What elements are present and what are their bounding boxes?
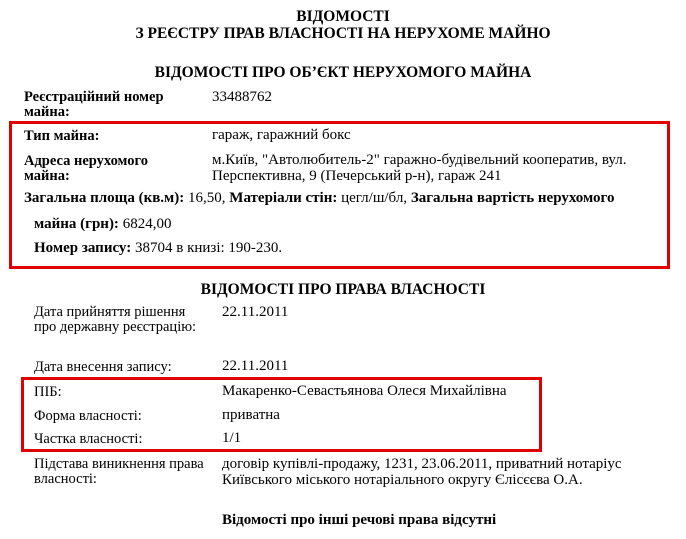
owner-name-label: ПІБ: <box>34 384 62 400</box>
decision-date-label: Дата прийняття рішення про державну реєстрацію: <box>34 304 197 335</box>
address-label: Адреса нерухомого майна: <box>24 153 148 184</box>
materials-label: Матеріали стін: <box>229 190 338 206</box>
owner-name-value: Макаренко-Севастьянова Олеся Михайлівна <box>222 383 507 399</box>
cost-label-part1: Загальна вартість нерухомого <box>410 190 615 206</box>
ownership-form-label: Форма власності: <box>34 408 142 424</box>
other-rights-note: Відомості про інші речові права відсутні <box>222 512 497 528</box>
record-line <box>34 240 282 257</box>
materials-value: цегл/ш/бл, <box>341 190 408 206</box>
cost-label-part2: майна (грн): <box>34 216 119 232</box>
object-section-heading: ВІДОМОСТІ ПРО ОБ’ЄКТ НЕРУХОМОГО МАЙНА <box>154 64 532 81</box>
area-value: 16,50, <box>188 190 226 206</box>
cost-line <box>34 216 171 233</box>
ownership-share-value: 1/1 <box>222 430 242 446</box>
reg-number-label: Реєстраційний номер майна: <box>24 89 164 120</box>
document-title: ВІДОМОСТІ <box>296 8 390 25</box>
cost-value: 6824,00 <box>122 216 172 232</box>
document-subtitle: З РЕЄСТРУ ПРАВ ВЛАСНОСТІ НА НЕРУХОМЕ МАЙНО <box>135 25 551 42</box>
decision-date-value: 22.11.2011 <box>222 304 289 320</box>
area-materials-cost-line <box>24 190 614 207</box>
ownership-share-label: Частка власності: <box>34 431 143 447</box>
ownership-basis-label: Підстава виникнення права власності: <box>34 456 204 487</box>
address-value: м.Київ, "Автолюбитель-2" гаражно-будівельний кооператив, вул. Перспективна, 9 (Печерський р-н), гараж 241 <box>212 152 627 184</box>
ownership-form-value: приватна <box>222 407 280 423</box>
property-type-label: Тип майна: <box>24 128 100 144</box>
area-label: Загальна площа (кв.м): <box>24 190 185 206</box>
record-label: Номер запису: <box>34 240 132 256</box>
record-value: 38704 в книзі: 190-230. <box>134 240 283 256</box>
reg-number-value: 33488762 <box>212 89 272 105</box>
entry-date-value: 22.11.2011 <box>222 358 289 374</box>
property-type-value: гараж, гаражний бокс <box>212 127 351 143</box>
ownership-basis-value: договір купівлі-продажу, 1231, 23.06.2011, приватний нотаріус Київського міського нотаріального округу Єлісєєва О.А. <box>222 456 622 488</box>
entry-date-label: Дата внесення запису: <box>34 359 172 375</box>
rights-section-heading: ВІДОМОСТІ ПРО ПРАВА ВЛАСНОСТІ <box>200 281 486 298</box>
